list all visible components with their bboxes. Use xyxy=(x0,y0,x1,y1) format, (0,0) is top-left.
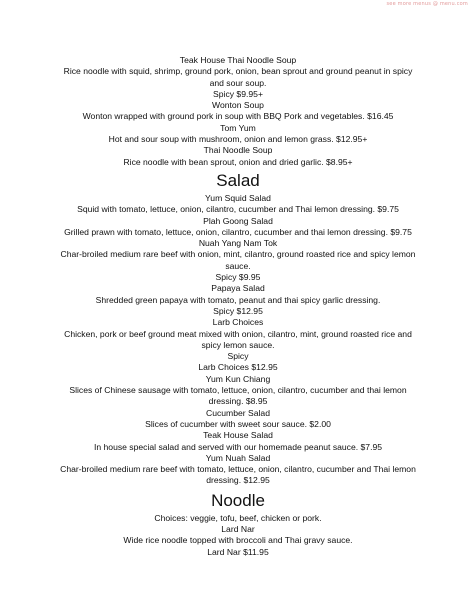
menu-item xyxy=(56,408,420,431)
menu-item xyxy=(56,430,420,453)
item-price: Lard Nar $11.95 xyxy=(207,546,269,557)
item-price: Spicy $9.95 xyxy=(215,272,261,283)
menu-item xyxy=(56,193,420,216)
menu-item xyxy=(56,123,420,146)
item-name: Yum Squid Salad xyxy=(205,192,271,203)
item-name: Plah Goong Salad xyxy=(203,215,273,226)
item-description: Slices of cucumber with sweet sour sauce. $2.00 xyxy=(145,418,331,429)
item-name: Larb Choices xyxy=(212,317,264,328)
menu-item xyxy=(56,524,420,558)
menu-item xyxy=(56,100,420,123)
menu-item xyxy=(56,216,420,239)
item-description: Char-broiled medium rare beef with tomato, lettuce, onion, cilantro, cucumber and Thai lemon dressing. $12.95 xyxy=(60,464,416,486)
item-description: Hot and sour soup with mushroom, onion and lemon grass. $12.95+ xyxy=(108,134,368,145)
watermark: see more menus @ menu.com xyxy=(386,1,468,7)
item-name: Tom Yum xyxy=(220,122,256,133)
menu-item xyxy=(56,145,420,168)
item-name: Papaya Salad xyxy=(211,283,265,294)
item-name: Teak House Salad xyxy=(203,430,273,441)
item-name: Thai Noodle Soup xyxy=(203,145,273,156)
noodle-choices: Choices: veggie, tofu, beef, chicken or pork. xyxy=(154,512,322,523)
item-description: Wide rice noodle topped with broccoli and Thai gravy sauce. xyxy=(123,535,353,546)
item-name: Yum Kun Chiang xyxy=(205,373,271,384)
item-price: Larb Choices $12.95 xyxy=(198,362,278,373)
item-description: Wonton wrapped with ground pork in soup with BBQ Pork and vegetables. $16.45 xyxy=(82,111,394,122)
item-description: Shredded green papaya with tomato, peanut and thai spicy garlic dressing. xyxy=(95,294,381,305)
item-description: Slices of Chinese sausage with tomato, lettuce, onion, cilantro, cucumber and thai lemon dressing. $8.95 xyxy=(69,385,407,407)
item-name: Teak House Thai Noodle Soup xyxy=(179,55,297,65)
item-name: Cucumber Salad xyxy=(205,407,270,418)
item-description: Grilled prawn with tomato, lettuce, onion, cilantro, cucumber and thai lemon dressing. $9.75 xyxy=(64,226,412,237)
item-description: Chicken, pork or beef ground meat mixed with onion, cilantro, mint, ground roasted rice and spicy lemon sauce. xyxy=(64,328,412,350)
item-name: Yum Nuah Salad xyxy=(205,452,271,463)
menu-item xyxy=(56,317,420,373)
item-description: Char-broiled medium rare beef with onion, mint, cilantro, ground roasted rice and spicy lemon sauce. xyxy=(60,249,416,271)
item-price: Spicy $12.95 xyxy=(213,305,263,316)
section-heading-noodle: Noodle xyxy=(211,490,265,510)
section-heading-salad: Salad xyxy=(216,170,260,190)
menu-item xyxy=(56,453,420,487)
menu-item xyxy=(56,238,420,283)
menu-page xyxy=(56,55,420,558)
item-description: Rice noodle with squid, shrimp, ground pork, onion, bean sprout and ground peanut in spicy and sour soup. xyxy=(63,66,413,88)
item-name: Nuah Yang Nam Tok xyxy=(198,238,278,249)
item-spice-level: Spicy xyxy=(227,351,249,362)
menu-item xyxy=(56,283,420,317)
item-description: Squid with tomato, lettuce, onion, cilantro, cucumber and Thai lemon dressing. $9.75 xyxy=(77,204,399,215)
item-description: Rice noodle with bean sprout, onion and dried garlic. $8.95+ xyxy=(123,156,353,167)
item-name: Wonton Soup xyxy=(212,100,264,111)
item-description: In house special salad and served with our homemade peanut sauce. $7.95 xyxy=(93,441,383,452)
menu-item xyxy=(56,374,420,408)
menu-item xyxy=(56,55,420,100)
item-name: Lard Nar xyxy=(221,523,255,534)
item-price: Spicy $9.95+ xyxy=(213,88,263,99)
